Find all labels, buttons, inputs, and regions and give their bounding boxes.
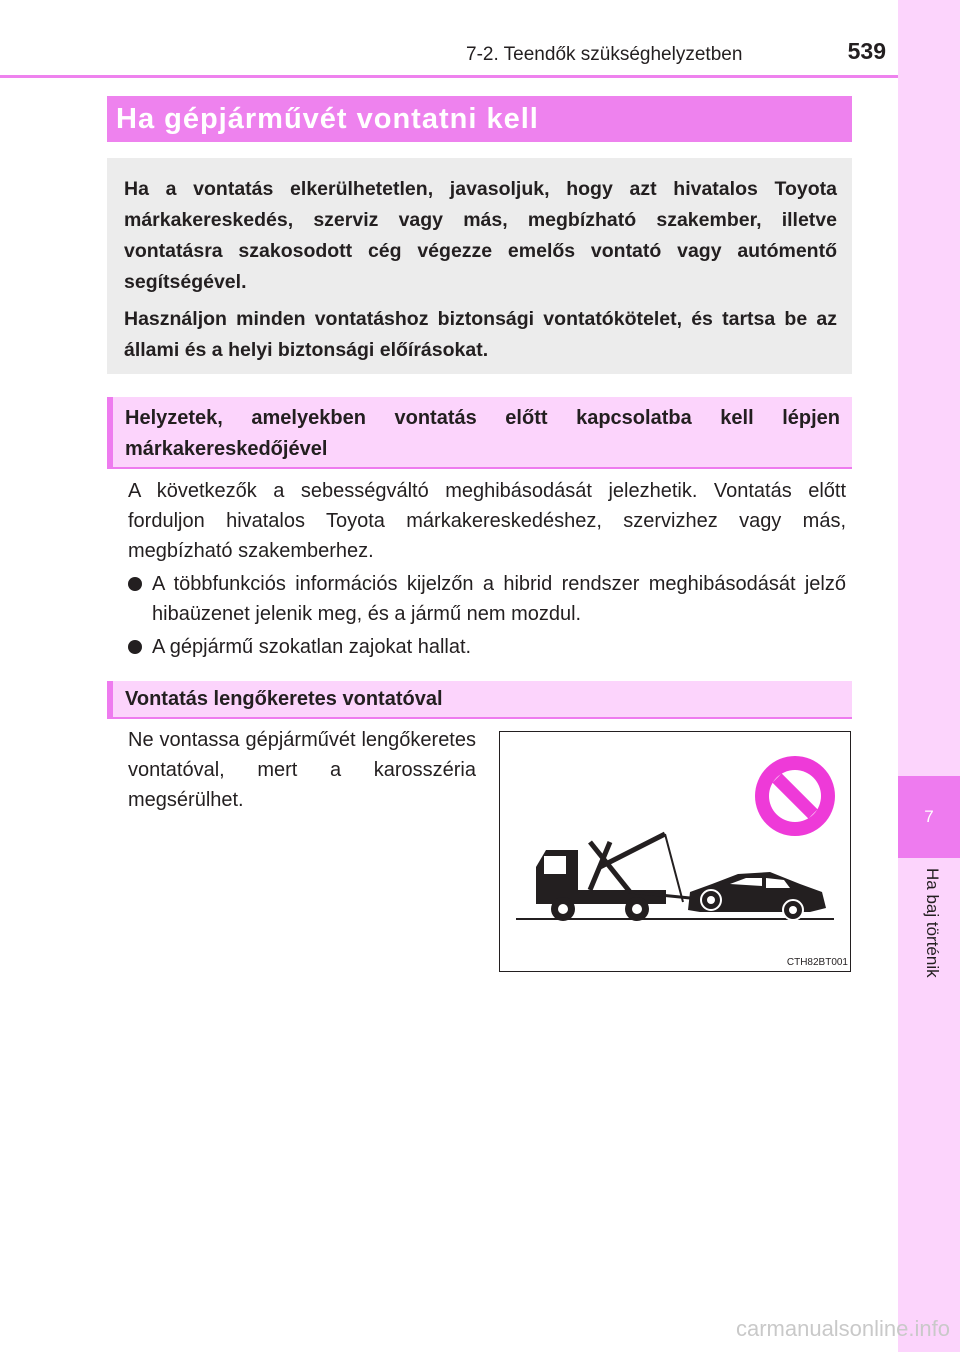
section1-heading: Helyzetek, amelyekben vontatás előtt kapcsolatba kell lépjen márkakereskedőjével [125,407,840,460]
side-tab-chapter-label: Ha baj történik [923,868,942,978]
page-number: 539 [847,38,886,64]
section1-body: A következők a sebességváltó meghibásodását jelezhetik. Vontatás előtt forduljon hivatalos Toyota márkakereskedéshez, szervizhez vagy más, megbízható szakemberhez. [128,480,846,562]
intro-paragraph-2: Használjon minden vontatáshoz biztonsági vontatókötelet, és tartsa be az állami és a helyi biztonsági előírásokat. [124,308,837,361]
intro-paragraph-1: Ha a vontatás elkerülhetetlen, javasoljuk, hogy azt hivatalos Toyota márkakereskedés, szerviz vagy más, megbízható szakember, illetve vontatásra szakosodott cég végezze emelős vontató vagy autómentő segítségével. [124,178,837,293]
section2-body: Ne vontassa gépjárművét lengőkeretes vontatóval, mert a karosszéria megsérülhet. [128,729,476,811]
figure-code: CTH82BT001 [786,957,848,968]
section2-heading: Vontatás lengőkeretes vontatóval [125,688,443,710]
footer-watermark: carmanualsonline.info [735,1316,950,1341]
bullet-icon [128,640,142,654]
bullet-icon [128,577,142,591]
page-title: Ha gépjárművét vontatni kell [116,103,539,135]
bullet-item-2: A gépjármű szokatlan zajokat hallat. [152,636,472,658]
side-tab [898,0,960,1352]
header-section-title: 7-2. Teendők szükséghelyzetben [466,44,743,65]
bullet-item-1: A többfunkciós információs kijelzőn a hibrid rendszer meghibásodását jelző hibaüzenet jelenik meg, és a jármű nem mozdul. [152,573,846,625]
tow-truck-prohibited-icon [500,732,850,971]
header-rule [0,75,898,78]
side-tab-chapter-number: 7 [898,776,960,858]
tow-truck-icon [536,834,710,904]
tow-truck-illustration [499,731,851,972]
